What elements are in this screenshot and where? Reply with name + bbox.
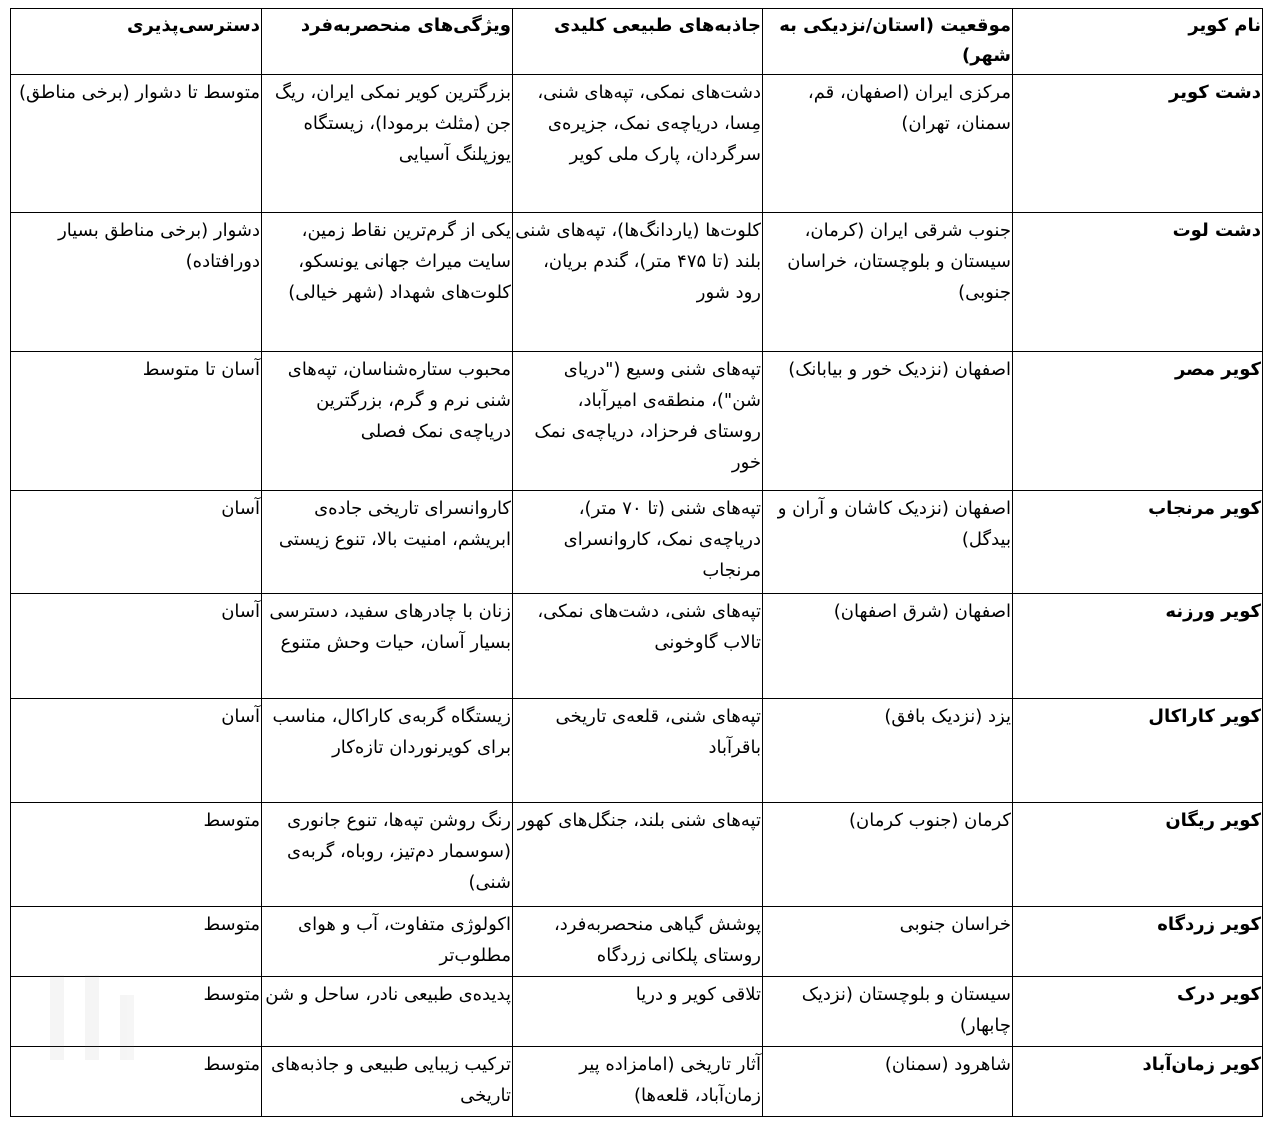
table-row <box>11 213 1263 352</box>
cell-attractions: آثار تاریخی (امامزاده پیر زمان‌آباد، قلعه‌ها) <box>513 1047 763 1117</box>
cell-attractions: تپه‌های شنی، دشت‌های نمکی، تالاب گاوخونی <box>513 594 763 699</box>
table-row <box>11 594 1263 699</box>
document-page <box>10 8 1262 1117</box>
cell-attractions: کلوت‌ها (یاردانگ‌ها)، تپه‌های شنی بلند (تا ۴۷۵ متر)، گندم بریان، رود شور <box>513 213 763 352</box>
cell-access: آسان <box>11 594 262 699</box>
cell-attractions: تلاقی کویر و دریا <box>513 977 763 1047</box>
cell-access: آسان <box>11 699 262 803</box>
cell-attractions: پوشش گیاهی منحصربه‌فرد، روستای پلکانی زردگاه <box>513 907 763 977</box>
cell-name: کویر مصر <box>1013 352 1263 491</box>
cell-features: محبوب ستاره‌شناسان، تپه‌های شنی نرم و گرم، بزرگترین دریاچه‌ی نمک فصلی <box>262 352 513 491</box>
cell-location: اصفهان (نزدیک کاشان و آران و بیدگل) <box>763 491 1013 594</box>
cell-attractions: دشت‌های نمکی، تپه‌های شنی، مِسا، دریاچه‌ی نمک، جزیره‌ی سرگردان، پارک ملی کویر <box>513 75 763 213</box>
cell-name: کویر زردگاه <box>1013 907 1263 977</box>
cell-location: سیستان و بلوچستان (نزدیک چابهار) <box>763 977 1013 1047</box>
cell-access: متوسط تا دشوار (برخی مناطق) <box>11 75 262 213</box>
cell-name: دشت کویر <box>1013 75 1263 213</box>
cell-access: آسان تا متوسط <box>11 352 262 491</box>
cell-attractions: تپه‌های شنی، قلعه‌ی تاریخی باقرآباد <box>513 699 763 803</box>
cell-location: یزد (نزدیک بافق) <box>763 699 1013 803</box>
cell-name: کویر کاراکال <box>1013 699 1263 803</box>
cell-features: بزرگترین کویر نمکی ایران، ریگ جن (مثلث برمودا)، زیستگاه یوزپلنگ آسیایی <box>262 75 513 213</box>
table-row <box>11 699 1263 803</box>
table-row <box>11 977 1263 1047</box>
cell-features: ترکیب زیبایی طبیعی و جاذبه‌های تاریخی <box>262 1047 513 1117</box>
cell-access: متوسط <box>11 907 262 977</box>
cell-access: آسان <box>11 491 262 594</box>
cell-name: دشت لوت <box>1013 213 1263 352</box>
cell-location: جنوب شرقی ایران (کرمان، سیستان و بلوچستان، خراسان جنوبی) <box>763 213 1013 352</box>
cell-name: کویر ریگان <box>1013 803 1263 907</box>
cell-location: مرکزی ایران (اصفهان، قم، سمنان، تهران) <box>763 75 1013 213</box>
header-name: نام کویر <box>1013 9 1263 75</box>
table-row <box>11 907 1263 977</box>
header-features: ویژگی‌های منحصربه‌فرد <box>262 9 513 75</box>
table-row <box>11 75 1263 213</box>
cell-features: زیستگاه گربه‌ی کاراکال، مناسب برای کویرنوردان تازه‌کار <box>262 699 513 803</box>
cell-location: اصفهان (شرق اصفهان) <box>763 594 1013 699</box>
cell-access: متوسط <box>11 1047 262 1117</box>
table-row <box>11 352 1263 491</box>
cell-features: یکی از گرم‌ترین نقاط زمین، سایت میراث جهانی یونسکو، کلوت‌های شهداد (شهر خیالی) <box>262 213 513 352</box>
cell-location: خراسان جنوبی <box>763 907 1013 977</box>
cell-name: کویر مرنجاب <box>1013 491 1263 594</box>
cell-access: دشوار (برخی مناطق بسیار دورافتاده) <box>11 213 262 352</box>
table-header-row <box>11 9 1263 75</box>
cell-access: متوسط <box>11 977 262 1047</box>
cell-features: کاروانسرای تاریخی جاده‌ی ابریشم، امنیت بالا، تنوع زیستی <box>262 491 513 594</box>
cell-location: شاهرود (سمنان) <box>763 1047 1013 1117</box>
cell-name: کویر ورزنه <box>1013 594 1263 699</box>
cell-features: اکولوژی متفاوت، آب و هوای مطلوب‌تر <box>262 907 513 977</box>
table-row <box>11 491 1263 594</box>
cell-features: رنگ روشن تپه‌ها، تنوع جانوری (سوسمار دم‌تیز، روباه، گربه‌ی شنی) <box>262 803 513 907</box>
cell-name: کویر درک <box>1013 977 1263 1047</box>
cell-attractions: تپه‌های شنی (تا ۷۰ متر)، دریاچه‌ی نمک، کاروانسرای مرنجاب <box>513 491 763 594</box>
cell-location: کرمان (جنوب کرمان) <box>763 803 1013 907</box>
cell-attractions: تپه‌های شنی وسیع ("دریای شن")، منطقه‌ی امیرآباد، روستای فرحزاد، دریاچه‌ی نمک خور <box>513 352 763 491</box>
header-attractions: جاذبه‌های طبیعی کلیدی <box>513 9 763 75</box>
deserts-table <box>10 8 1263 1117</box>
table-row <box>11 803 1263 907</box>
cell-attractions: تپه‌های شنی بلند، جنگل‌های کهور <box>513 803 763 907</box>
cell-access: متوسط <box>11 803 262 907</box>
header-location: موقعیت (استان/نزدیکی به شهر) <box>763 9 1013 75</box>
table-row <box>11 1047 1263 1117</box>
cell-location: اصفهان (نزدیک خور و بیابانک) <box>763 352 1013 491</box>
cell-features: زنان با چادرهای سفید، دسترسی بسیار آسان، حیات وحش متنوع <box>262 594 513 699</box>
cell-name: کویر زمان‌آباد <box>1013 1047 1263 1117</box>
cell-features: پدیده‌ی طبیعی نادر، ساحل و شن <box>262 977 513 1047</box>
header-access: دسترسی‌پذیری <box>11 9 262 75</box>
